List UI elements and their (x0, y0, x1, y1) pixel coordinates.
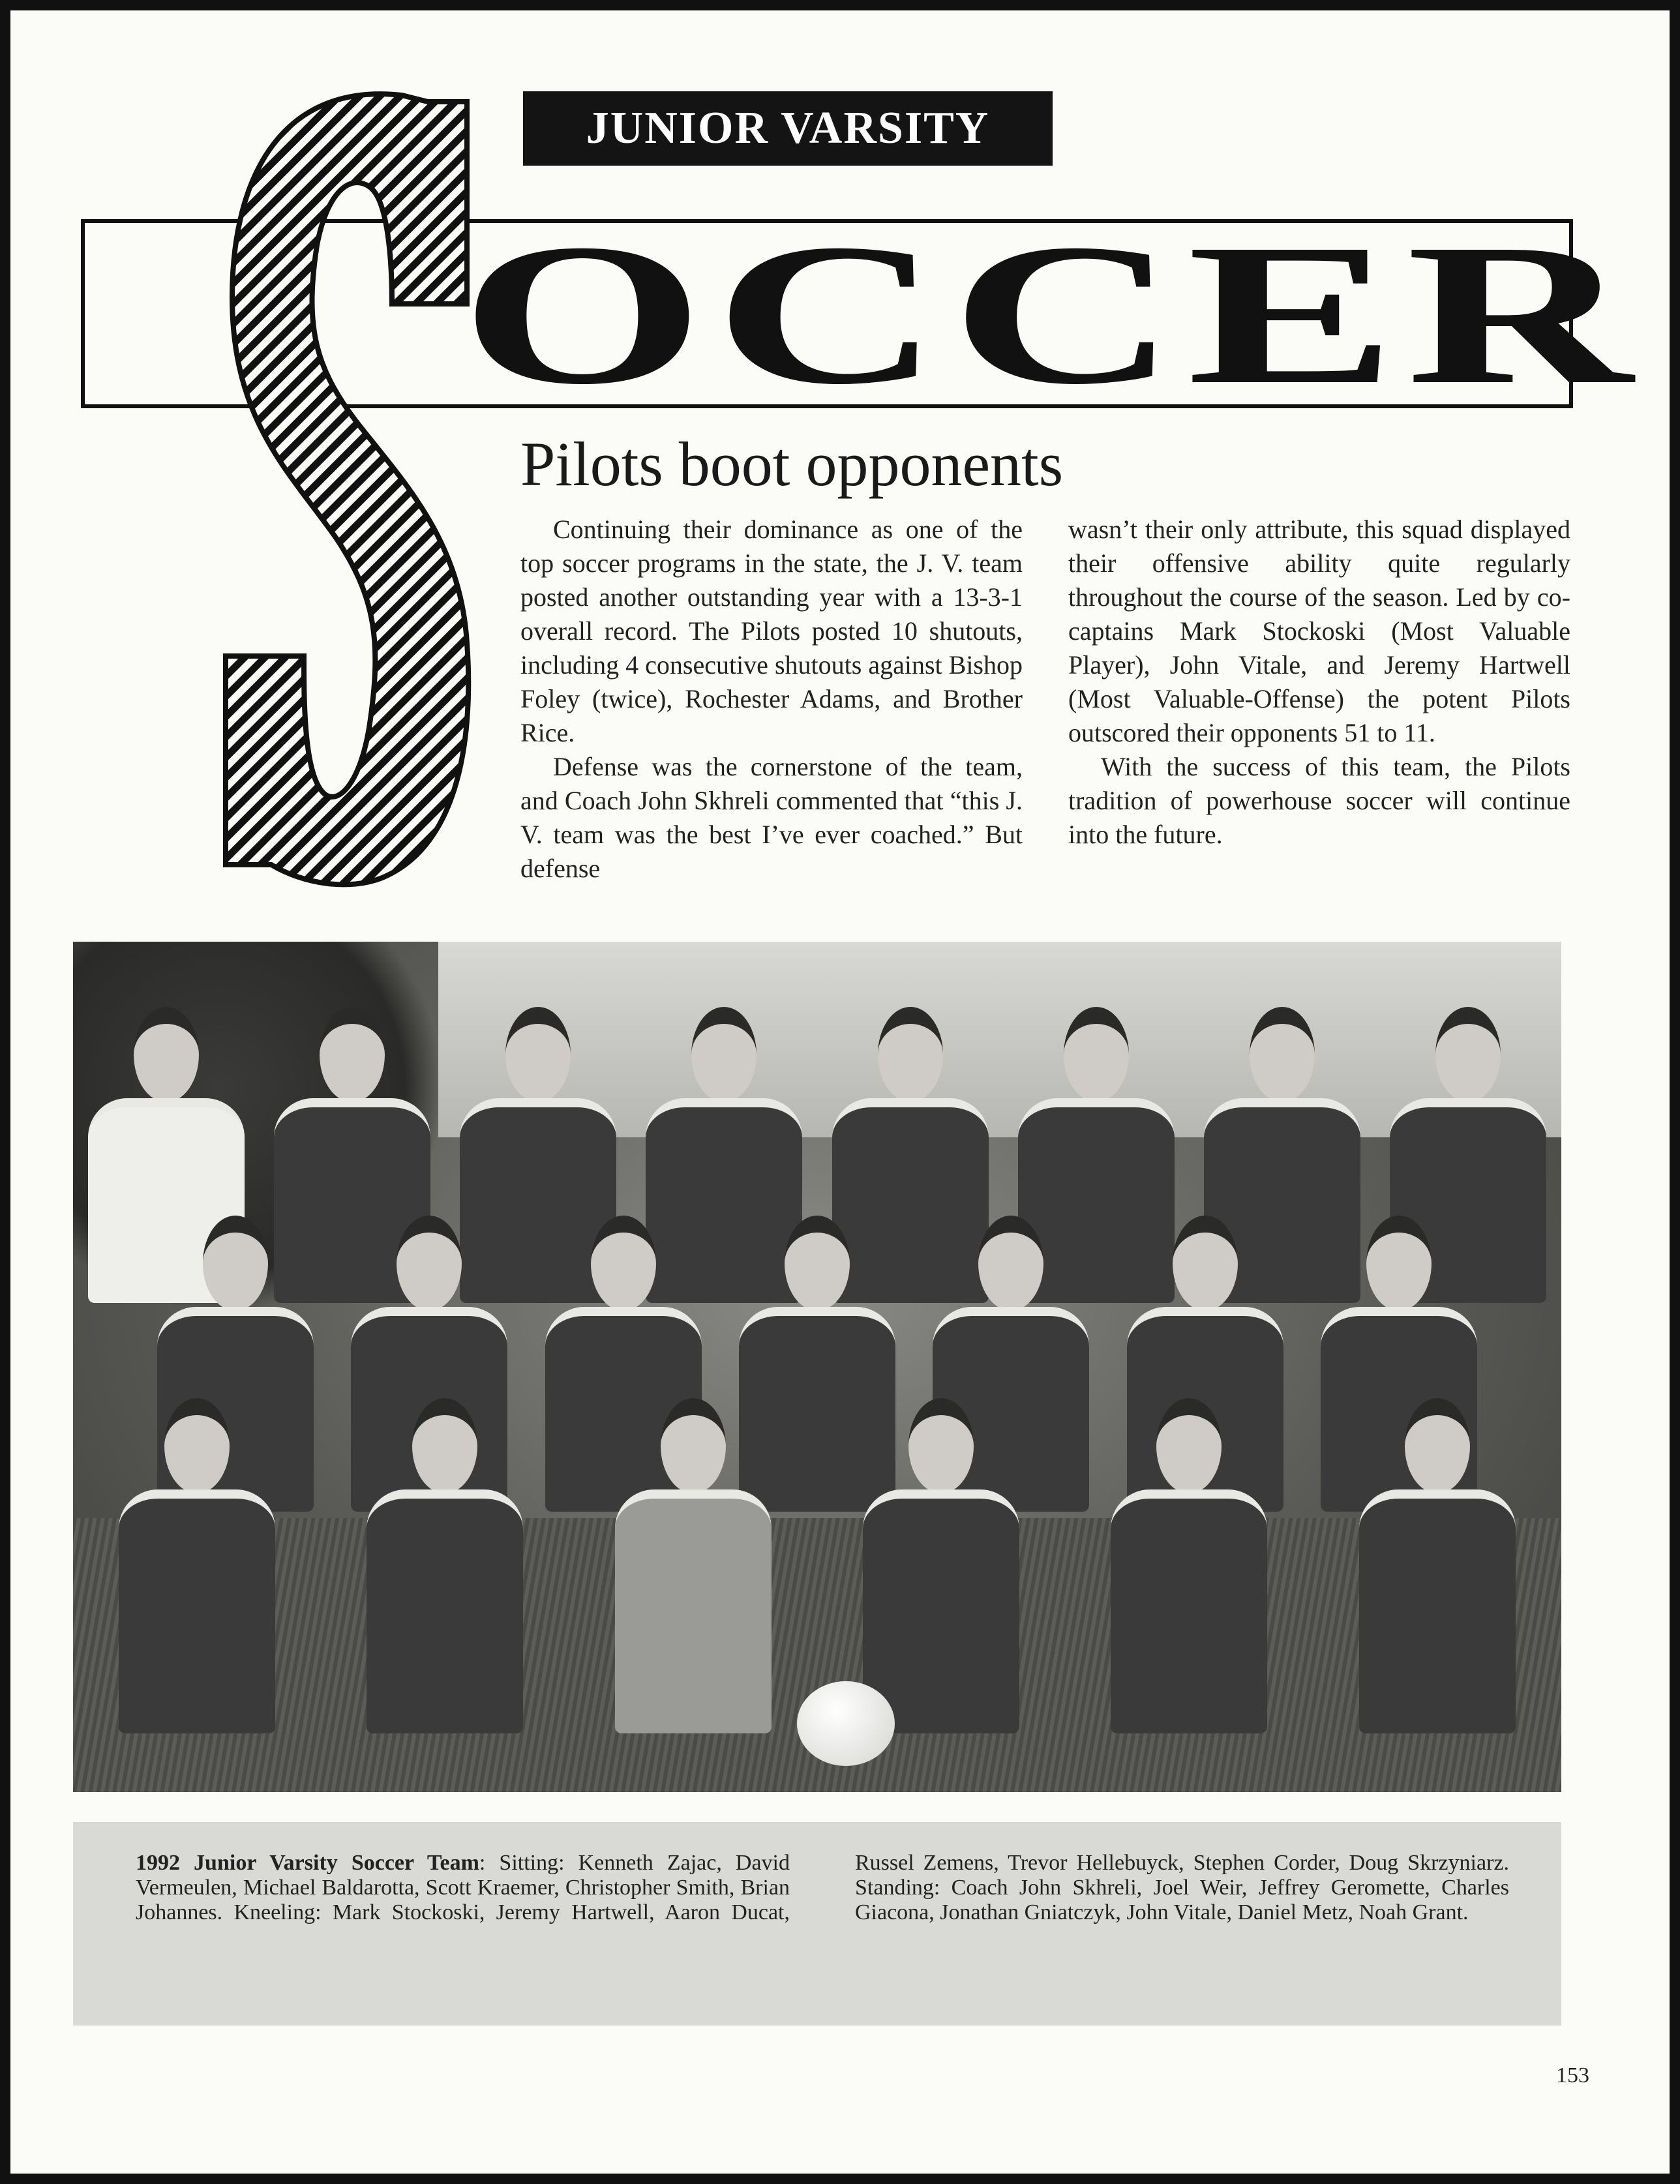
article-headline: Pilots boot opponents (520, 429, 1064, 499)
team-member (119, 1398, 275, 1733)
team-member (863, 1398, 1019, 1733)
article-paragraph: Defense was the cornerstone of the team, and Coach John Skhreli commented that “this J. V. team was the best I’ve ever coached.” But defense (520, 752, 1023, 883)
yearbook-page (10, 10, 1670, 2174)
article-column-right (1068, 513, 1570, 852)
article-paragraph: With the success of this team, the Pilots tradition of powerhouse soccer will continue into the future. (1068, 752, 1570, 849)
team-member (1359, 1398, 1516, 1733)
caption-title: 1992 Junior Varsity Soccer Team (136, 1851, 479, 1875)
team-member (367, 1398, 523, 1733)
article-paragraph: Continuing their dominance as one of the top soccer programs in the state, the J. V. team posted another outstanding year with a 13-3-1 overall record. The Pilots posted 10 shutouts, including 4 consecutive shutouts against Bishop Foley (twice), Rochester Adams, and Brother Rice. (520, 515, 1023, 747)
team-member (1111, 1398, 1267, 1733)
team-photo (73, 942, 1561, 1792)
title-soccer: OCCER (460, 203, 1643, 426)
article-paragraph: wasn’t their only attribute, this squad displayed their offensive ability quite regularly throughout the course of the season. Led by co-captains Mark Stockoski (Most Valuable Player), John Vitale, and Jeremy Hartwell (Most Valuable-Offense) the potent Pilots outscored their opponents 51 to 11. (1068, 515, 1570, 747)
caption-text (136, 1851, 1509, 1925)
photo-caption (73, 1822, 1561, 2026)
caption-names: : Sitting: Kenneth Zajac, David Vermeulen, Michael Baldarotta, Scott Kraemer, Christopher Smith, Brian Johannes. Kneeling: Mark Stockoski, Jeremy Hartwell, Aaron Ducat, Russel Zemens, Trevor Hellebuyck, Stephen Corder, Doug Skrzyniarz. Standing: Coach John Skhreli, Joel Weir, Jeffrey Geromette, Charles Giacona, Jonathan Gniatczyk, John Vitale, Daniel Metz, Noah Grant. (136, 1851, 1509, 1924)
title-initial-s (206, 82, 487, 891)
team-member (615, 1398, 772, 1733)
sitting-row (73, 1398, 1561, 1733)
page-number: 153 (1556, 2063, 1589, 2087)
article-column-left (520, 513, 1023, 886)
soccer-ball (797, 1681, 895, 1766)
junior-varsity-banner: JUNIOR VARSITY (523, 91, 1053, 166)
